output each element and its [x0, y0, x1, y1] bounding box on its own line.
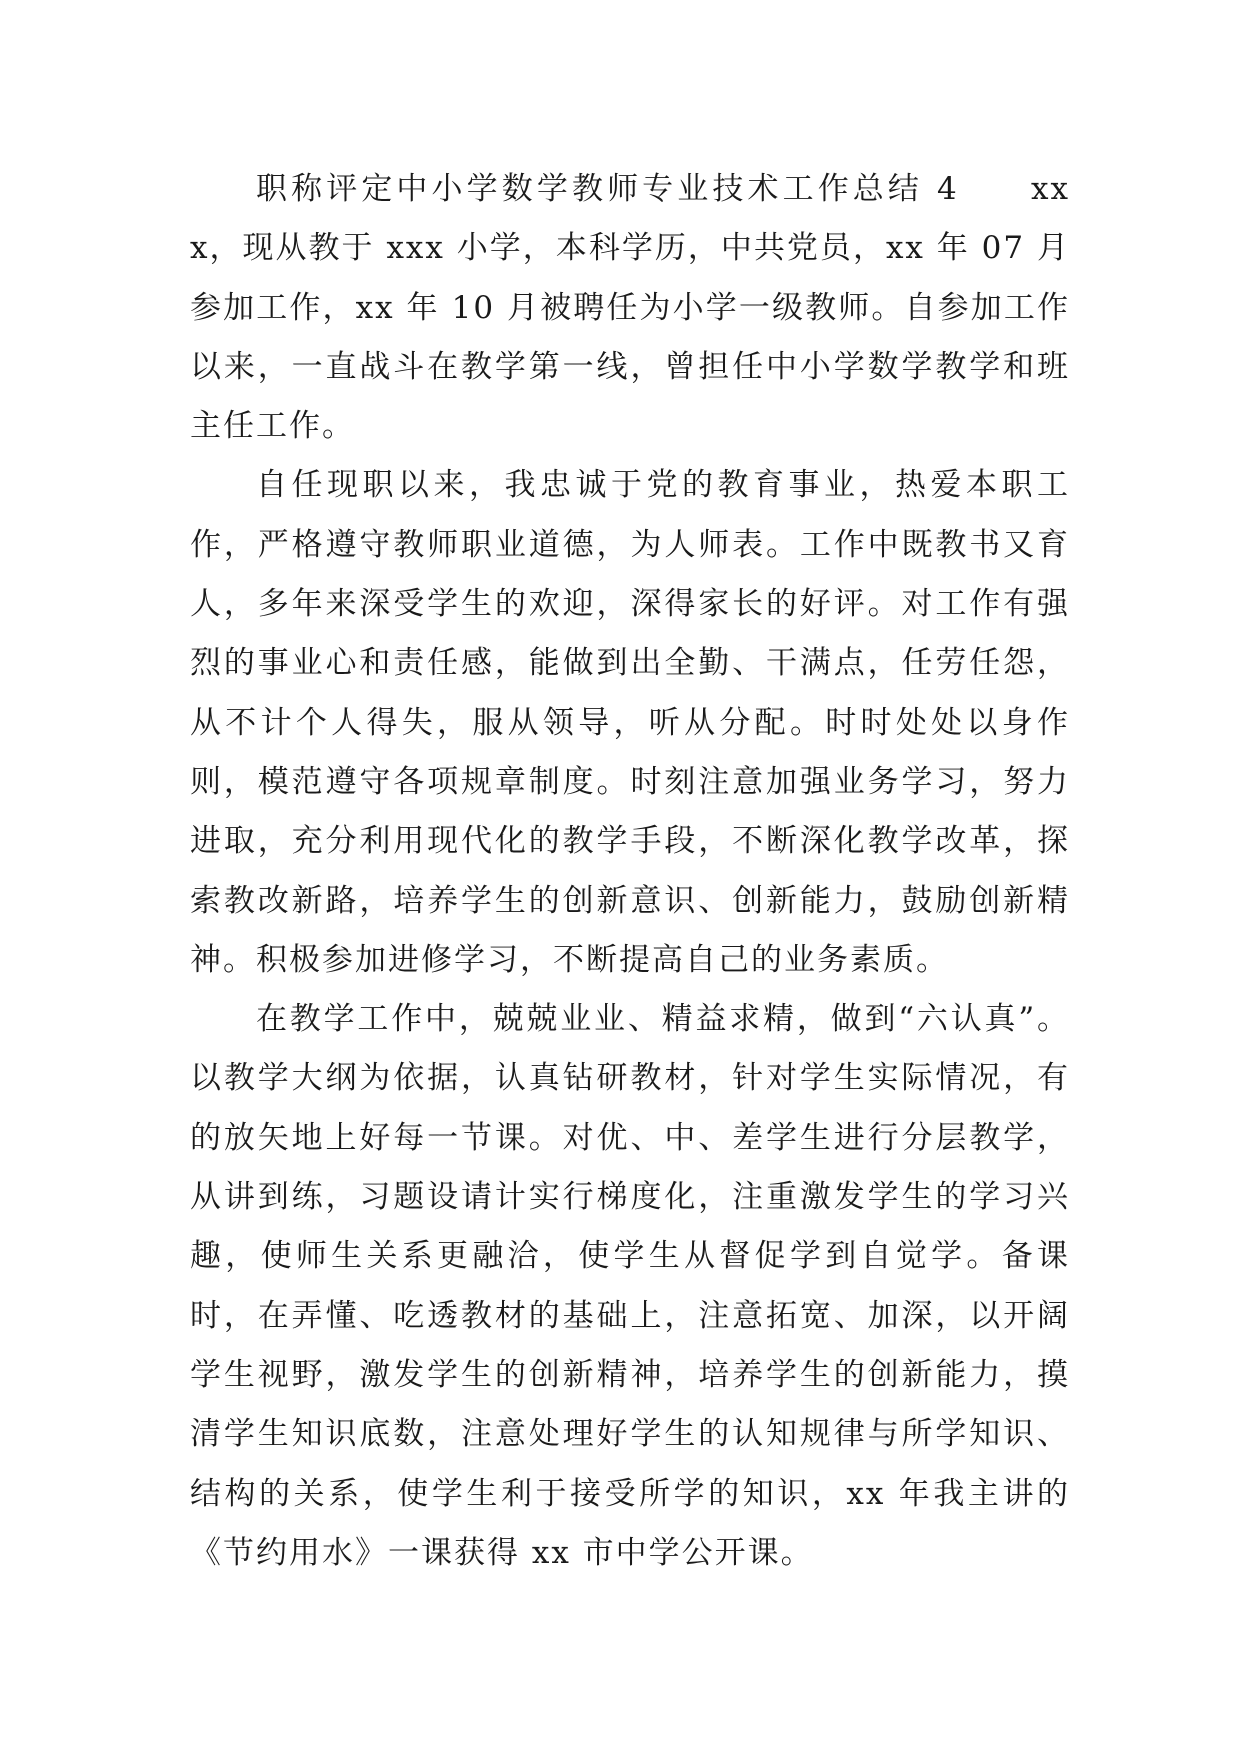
- document-body: [190, 160, 1070, 1583]
- paragraph-intro: 职称评定中小学数学教师专业技术工作总结 4 xxx，现从教于 xxx 小学，本科学历，中共党员，xx 年 07 月参加工作，xx 年 10 月被聘任为小学一级教师。自参加工作以来，一直战斗在教学第一线，曾担任中小学数学教学和班主任工作。: [190, 171, 1070, 445]
- paragraph-teaching-work: 在教学工作中，兢兢业业、精益求精，做到“六认真”。以教学大纲为依据，认真钻研教材，针对学生实际情况，有的放矢地上好每一节课。对优、中、差学生进行分层教学，从讲到练，习题设请计实行梯度化，注重激发学生的学习兴趣，使师生关系更融洽，使学生从督促学到自觉学。备课时，在弄懂、吃透教材的基础上，注意拓宽、加深，以开阔学生视野，激发学生的创新精神，培养学生的创新能力，摸清学生知识底数，注意处理好学生的认知规律与所学知识、结构的关系，使学生利于接受所学的知识，xx 年我主讲的《节约用水》一课获得 xx 市中学公开课。: [190, 1001, 1070, 1571]
- paragraph-professional-conduct: 自任现职以来，我忠诚于党的教育事业，热爱本职工作，严格遵守教师职业道德，为人师表。工作中既教书又育人，多年来深受学生的欢迎，深得家长的好评。对工作有强烈的事业心和责任感，能做到出全勤、干满点，任劳任怨，从不计个人得失，服从领导，听从分配。时时处处以身作则，模范遵守各项规章制度。时刻注意加强业务学习，努力进取，充分利用现代化的教学手段，不断深化教学改革，探索教改新路，培养学生的创新意识、创新能力，鼓励创新精神。积极参加进修学习，不断提高自己的业务素质。: [190, 467, 1070, 978]
